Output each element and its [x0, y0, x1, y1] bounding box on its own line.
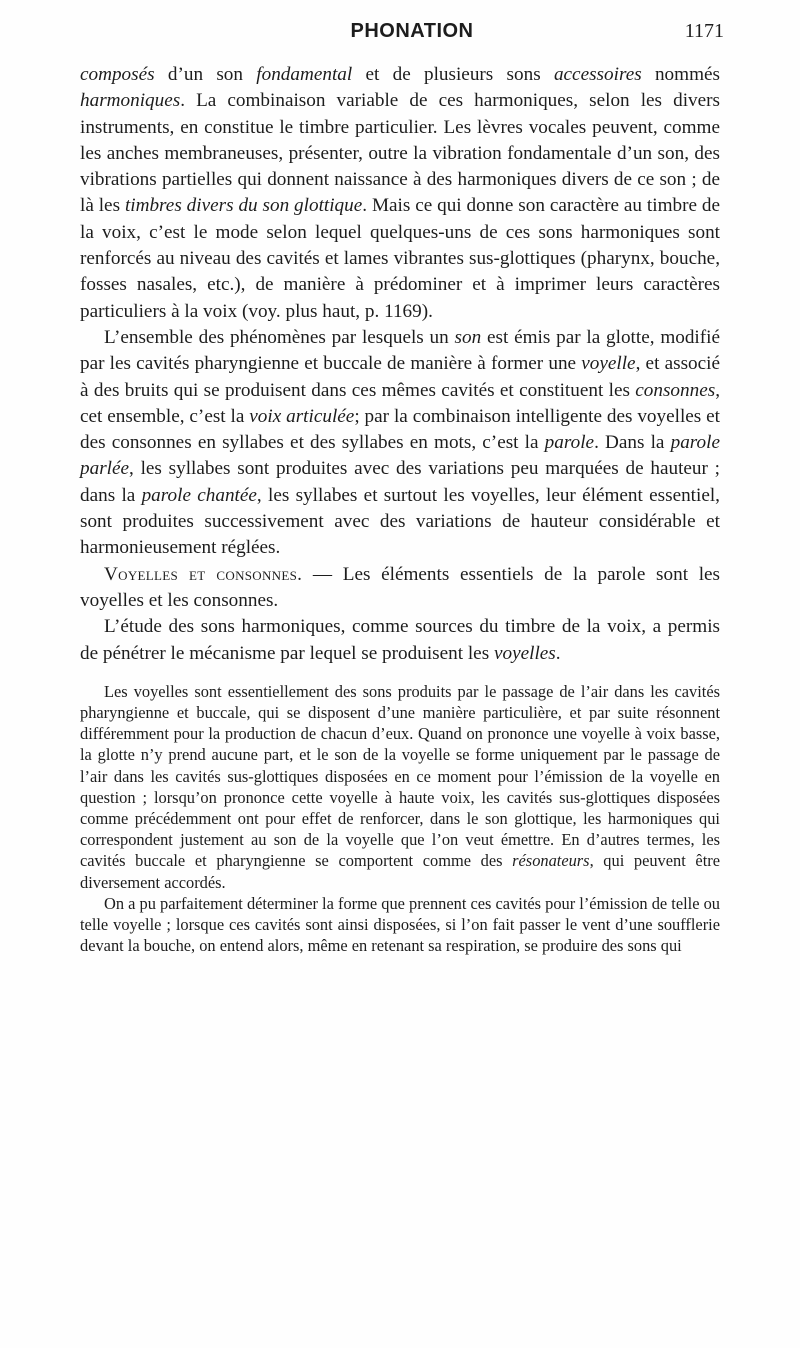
- running-title: PHONATION: [350, 20, 474, 42]
- term: accessoires: [553, 64, 642, 85]
- page-number: 1171: [684, 20, 724, 42]
- text-run: ; par la combinaison intelligente des voyelles et des consonnes en syllabes et des syllabes en mots, c’est la: [80, 405, 721, 454]
- term: résonateurs: [512, 851, 590, 871]
- small-print-text: [80, 681, 720, 957]
- page-body: [80, 62, 720, 956]
- term: voyelle: [581, 353, 636, 375]
- text-run: Les voyelles sont essentiellement des sons produits par le passage de l’air dans les cavités pharyngienne et buccale, qui se disposent d’une manière particulière, et par suite résonnent différemment pour la production de chacun d’eux. Quand on prononce une voyelle à voix basse, la glotte n’y prend aucune part, et le son de la voyelle se forme uniquement par le passage de l’air dans les cavités sus-glottiques disposées en ce moment pour l’émission de la voyelle en question ; lorsqu’on prononce cette voyelle à haute voix, les cavités sus-glottiques disposées comme précédemment ont pour effet de renforcer, dans le son glottique, les harmoniques qui correspondent justement au son de la voyelle que l’on veut émettre. En d’autres termes, les cavités buccale et pharyngienne se comportent comme des: [80, 681, 720, 871]
- paragraph: [80, 562, 720, 615]
- text-run: est émis par la glotte, modifié par les cavités pharyngienne et buccale de manière à former une: [80, 326, 720, 375]
- paragraph: [80, 681, 720, 893]
- text-run: — Les éléments essentiels de la parole sont les voyelles et les consonnes.: [80, 563, 721, 611]
- text-run: . Mais ce qui donne son caractère au timbre de la voix, c’est le mode selon lequel quelques-uns de ces sons harmoniques sont renforcés au niveau des cavités et lames vibrantes sus-glottiques (pharynx, bouche, fosses nasales, etc.), de manière à prédominer et à imprimer leurs caractères particuliers à la voix (voy. plus haut, p. 1169).: [80, 195, 720, 322]
- text-run: L’étude des sons harmoniques, comme sources du timbre de la voix, a permis de pénétrer le mécanisme par lequel se produisent les: [80, 616, 720, 664]
- term: parole: [544, 432, 595, 454]
- page-header: [100, 20, 724, 50]
- term: consonnes: [635, 379, 716, 401]
- text-run: d’un son: [154, 64, 257, 85]
- main-text: [80, 62, 720, 667]
- term: timbres divers du son glottique: [124, 195, 363, 217]
- term: voyelles: [493, 642, 556, 664]
- text-run: , cet ensemble, c’est la: [80, 379, 720, 427]
- text-run: nommés: [641, 64, 720, 85]
- text-run: , les syllabes sont produites avec des variations peu marquées de hauteur ; dans la: [80, 458, 720, 506]
- text-run: et de plusieurs sons: [352, 64, 554, 85]
- paragraph: [80, 62, 720, 325]
- term: son: [454, 326, 482, 348]
- text-run: .: [555, 642, 561, 664]
- section-heading: Voyelles et consonnes.: [104, 563, 303, 585]
- text-run: L’ensemble des phénomènes par lesquels un: [104, 326, 455, 348]
- paragraph: [80, 893, 720, 957]
- term: fondamental: [256, 64, 353, 85]
- paragraph: [80, 614, 720, 667]
- term: composés: [80, 64, 155, 85]
- term: parole chantée: [141, 484, 257, 506]
- paragraph: [80, 325, 720, 562]
- term: parole parlée: [80, 432, 720, 480]
- text-run: , et associé à des bruits qui se produisent dans ces mêmes cavités et constituent les: [80, 353, 720, 401]
- text-run: On a pu parfaitement déterminer la forme que prennent ces cavités pour l’émission de telle ou telle voyelle ; lorsque ces cavités sont ainsi disposées, si l’on fait passer le vent d’une soufflerie devant la bouche, on entend alors, même en retenant sa respiration, se produire des sons qui: [80, 893, 720, 956]
- text-run: . Dans la: [594, 432, 671, 454]
- term: harmoniques: [80, 90, 181, 112]
- text-run: . La combinaison variable de ces harmoniques, selon les divers instruments, en constitue le timbre particulier. Les lèvres vocales peuvent, comme les anches membraneuses, présenter, outre la vibration fondamentale d’un son, des vibrations partielles qui donnent naissance à des harmoniques divers de ce son ; de là les: [80, 90, 720, 217]
- text-run: , qui peuvent être diversement accordés.: [80, 851, 720, 892]
- text-run: , les syllabes et surtout les voyelles, leur élément essentiel, sont produites successivement avec des variations de hauteur considérable et harmonieusement réglées.: [80, 484, 720, 559]
- term: voix articulée: [249, 405, 355, 427]
